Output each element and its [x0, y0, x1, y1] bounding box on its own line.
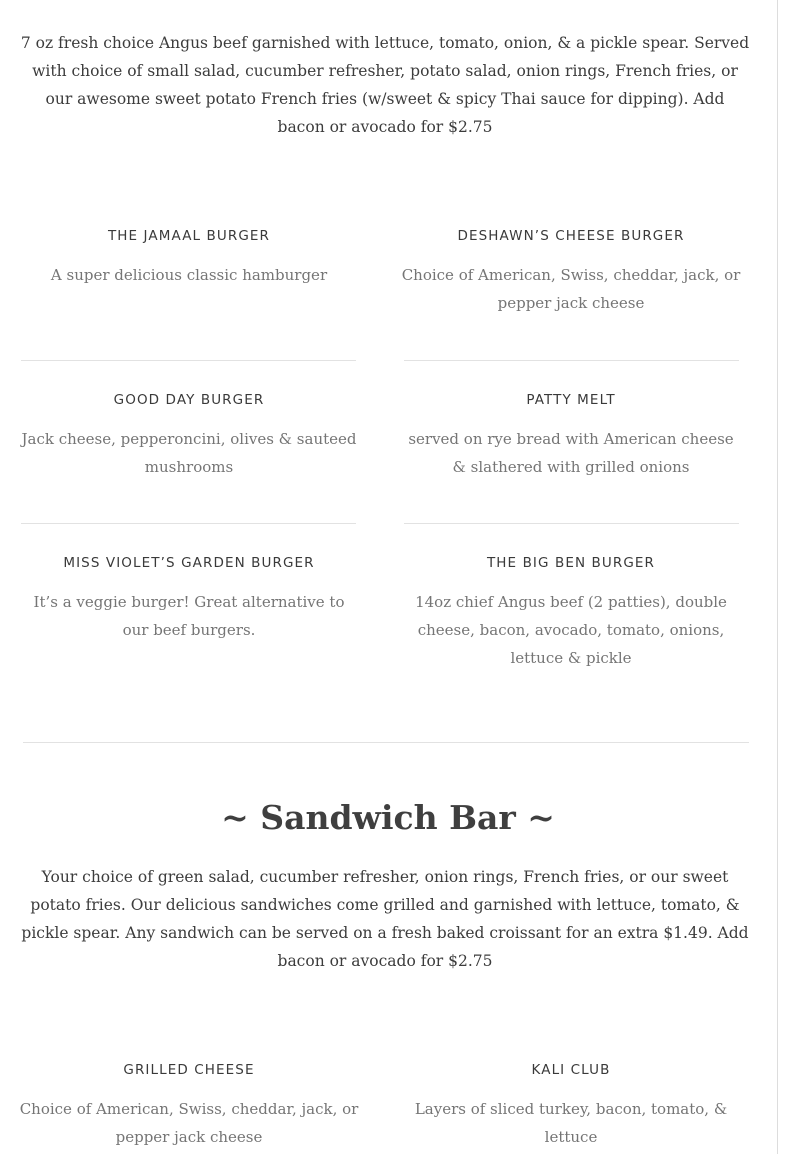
- menu-item-description: Choice of American, Swiss, cheddar, jack, or pepper jack cheese: [19, 1100, 359, 1146]
- item-divider: [404, 523, 739, 524]
- menu-item-name: KALI CLUB: [531, 1062, 611, 1078]
- menu-item-grilled-cheese: [19, 1061, 359, 1151]
- menu-item-name: GRILLED CHEESE: [123, 1062, 255, 1078]
- menu-item-description: Choice of American, Swiss, cheddar, jack, or pepper jack cheese: [401, 266, 741, 312]
- menu-item-description: served on rye bread with American cheese & slathered with grilled onions: [408, 430, 734, 476]
- menu-item-description: It’s a veggie burger! Great alternative to our beef burgers.: [33, 593, 345, 639]
- menu-item-big-ben-burger: [401, 554, 741, 672]
- menu-item-description: A super delicious classic hamburger: [50, 266, 328, 284]
- menu-item-description: 14oz chief Angus beef (2 patties), double cheese, bacon, avocado, tomato, onions, lettuce & pickle: [415, 593, 727, 667]
- item-divider: [404, 360, 739, 361]
- menu-item-jamaal-burger: [19, 227, 359, 289]
- menu-item-patty-melt: [401, 391, 741, 481]
- menu-item-name: THE BIG BEN BURGER: [486, 555, 656, 571]
- item-divider: [21, 360, 356, 361]
- menu-item-name: MISS VIOLET’S GARDEN BURGER: [63, 555, 315, 571]
- sandwich-section-intro: Your choice of green salad, cucumber refresher, onion rings, French fries, or our sweet potato fries. Our delicious sandwiches come grilled and garnished with lettuce, tomato, & pickle spear. Any sandwich can be served on a fresh baked croissant for an extra $1.49. Add bacon or avocado for $2.75: [21, 868, 749, 970]
- menu-item-good-day-burger: [19, 391, 359, 481]
- menu-item-kali-club: [401, 1061, 741, 1151]
- page-right-border: [777, 0, 778, 1154]
- menu-item-description: Jack cheese, pepperoncini, olives & sauteed mushrooms: [21, 430, 357, 476]
- burger-section-intro: 7 oz fresh choice Angus beef garnished with lettuce, tomato, onion, & a pickle spear. Served with choice of small salad, cucumber refresher, potato salad, onion rings, French fries, or our awesome sweet potato French fries (w/sweet & spicy Thai sauce for dipping). Add bacon or avocado for $2.75: [20, 34, 750, 136]
- menu-item-name: PATTY MELT: [526, 392, 616, 408]
- item-divider: [21, 523, 356, 524]
- sandwich-section-title: ~ Sandwich Bar ~: [221, 798, 555, 837]
- section-divider: [23, 742, 749, 743]
- menu-item-deshawns-cheese-burger: [401, 227, 741, 317]
- menu-item-name: GOOD DAY BURGER: [113, 392, 265, 408]
- menu-item-miss-violets-garden-burger: [19, 554, 359, 644]
- menu-item-name: DESHAWN’S CHEESE BURGER: [457, 228, 685, 244]
- menu-item-description: Layers of sliced turkey, bacon, tomato, & lettuce: [414, 1100, 728, 1146]
- menu-item-name: THE JAMAAL BURGER: [107, 228, 271, 244]
